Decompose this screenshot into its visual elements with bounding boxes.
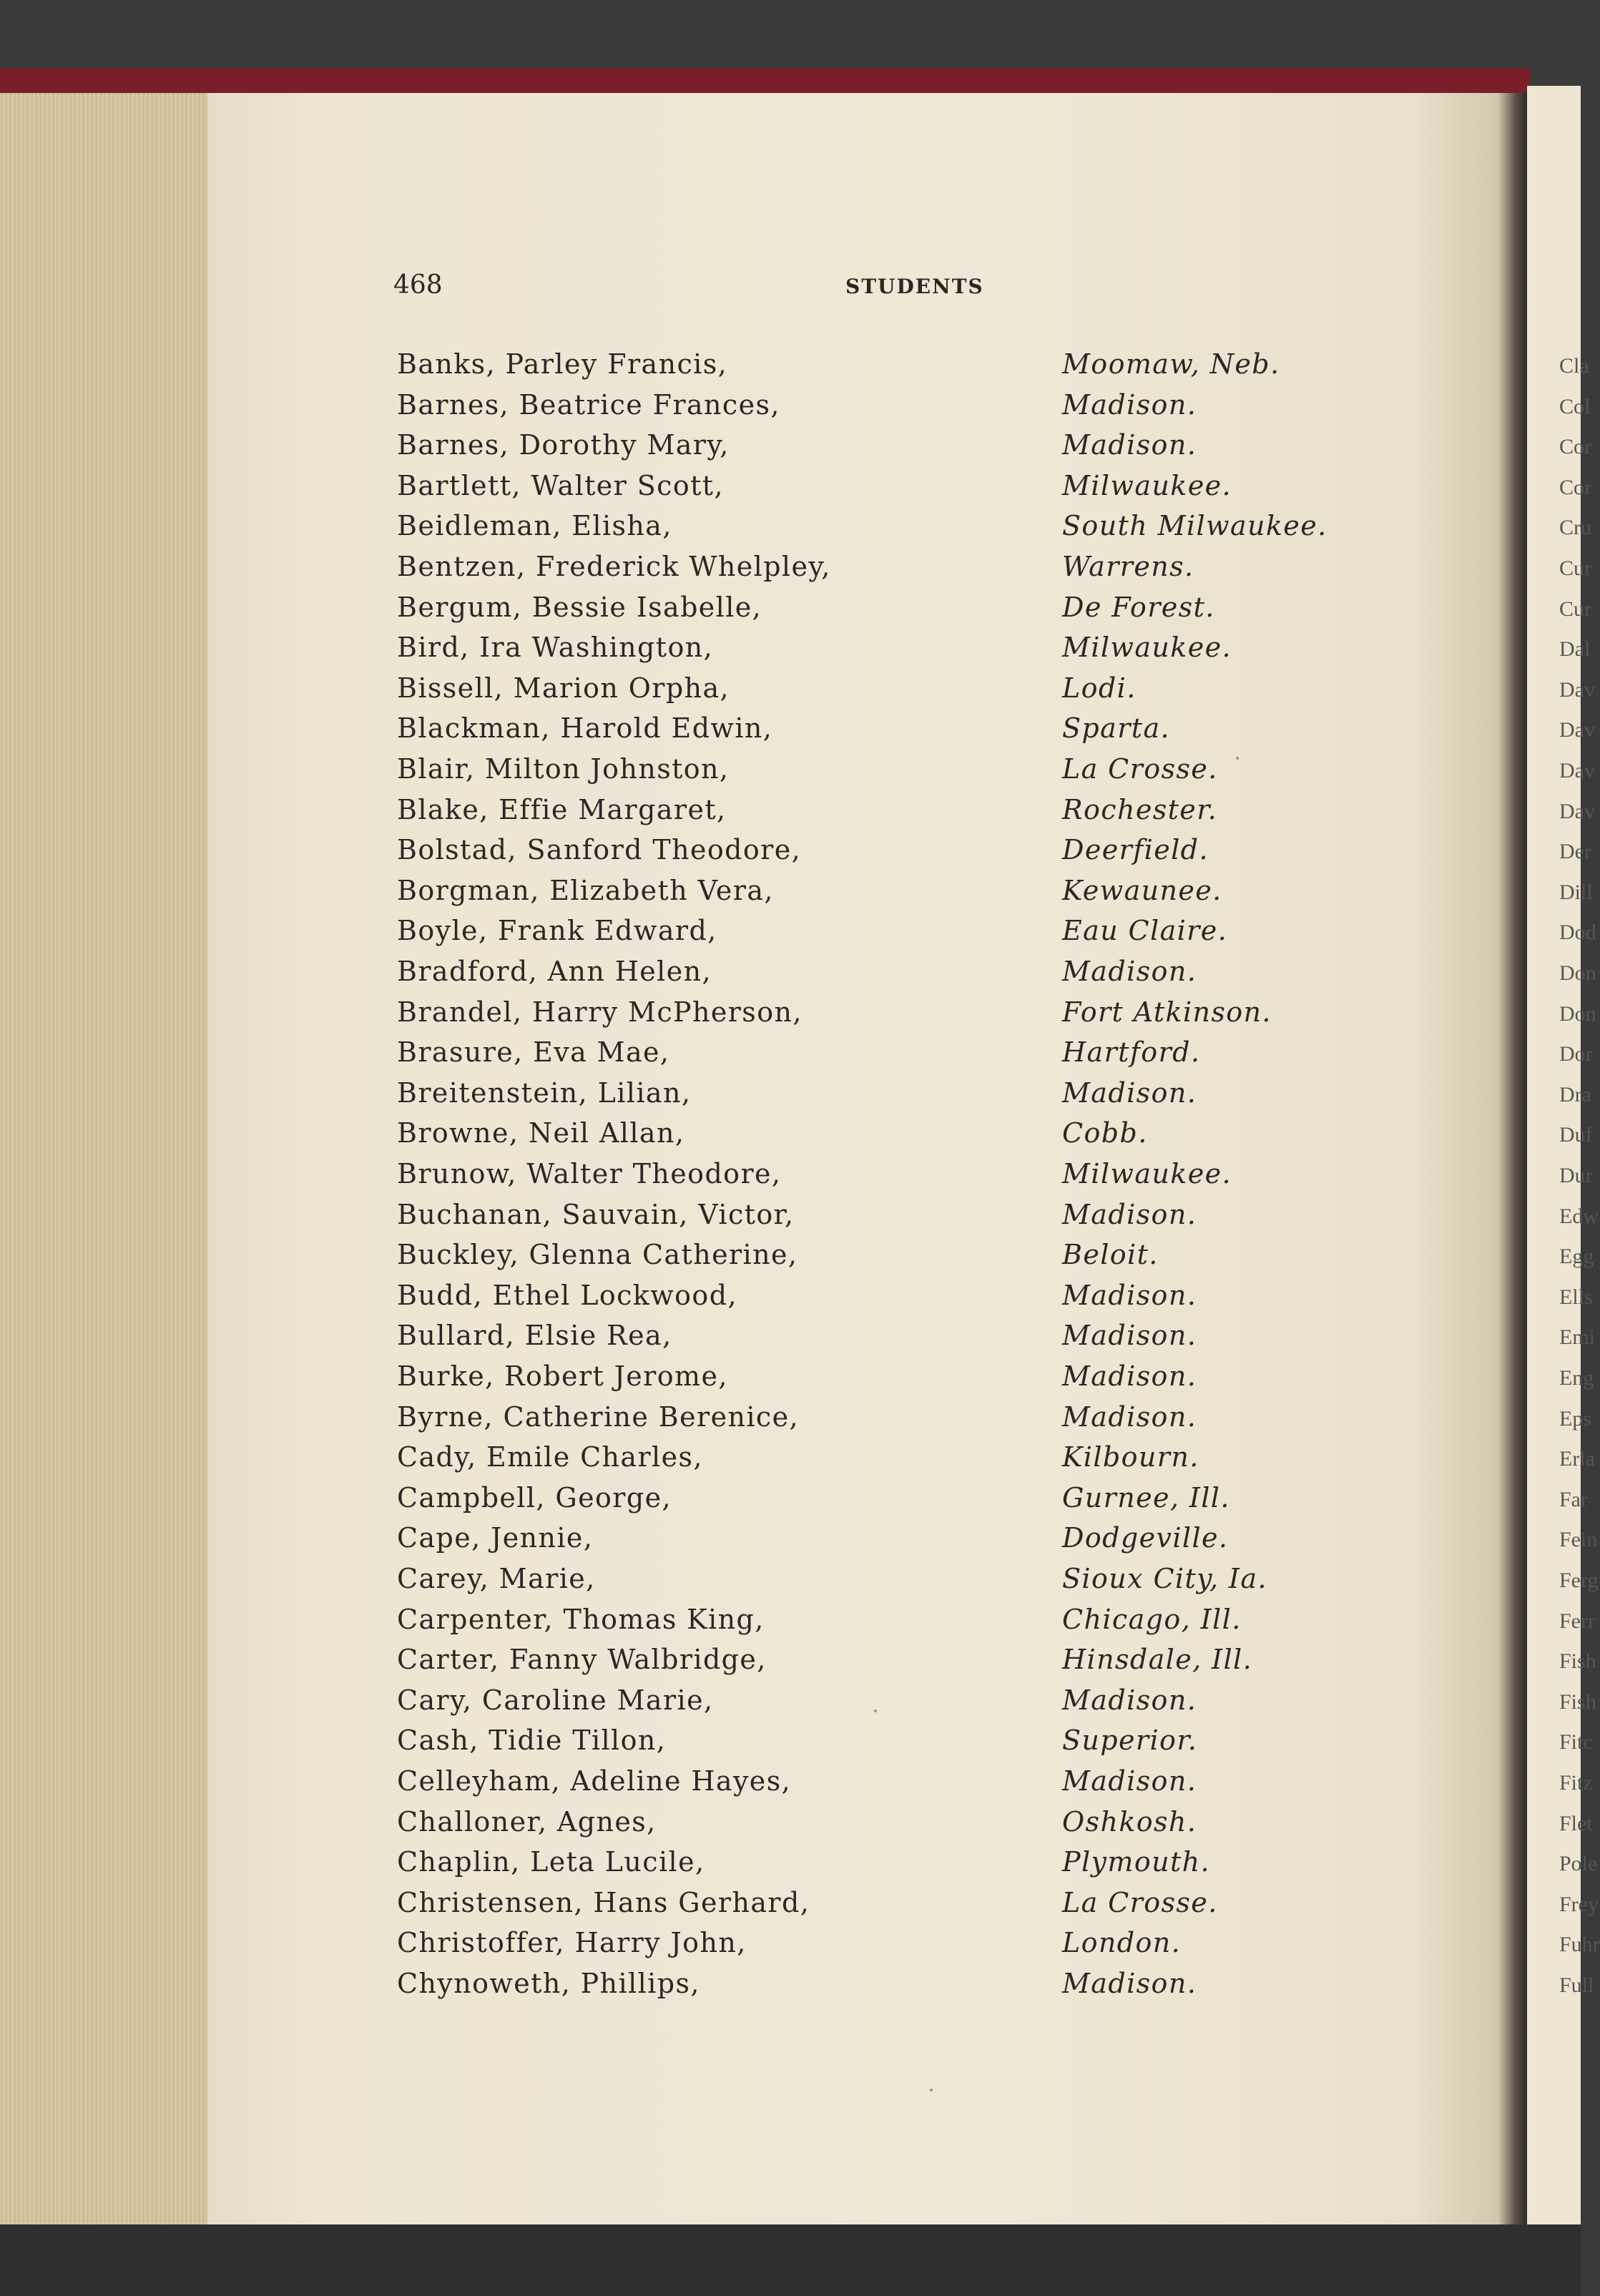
adjacent-page-fragment: Pole (1559, 1852, 1598, 1876)
student-hometown: Madison. (1062, 1968, 1197, 1999)
list-item (0, 712, 1581, 752)
list-item (0, 470, 1581, 510)
paper-speck (1236, 757, 1239, 760)
list-item (0, 1644, 1581, 1684)
student-name: Carpenter, Thomas King, (397, 1603, 765, 1635)
student-hometown: Moomaw, Neb. (1062, 348, 1280, 380)
list-item (0, 1441, 1581, 1481)
student-hometown: Madison. (1062, 1765, 1197, 1797)
list-item (0, 1401, 1581, 1441)
adjacent-page-fragment: Don (1559, 961, 1596, 985)
student-hometown: Madison. (1062, 1320, 1197, 1352)
adjacent-page-fragment: Flet (1559, 1811, 1593, 1835)
student-hometown: Beloit. (1062, 1239, 1159, 1271)
student-name: Byrne, Catherine Berenice, (397, 1400, 799, 1433)
list-item (0, 875, 1581, 915)
student-name: Bullard, Elsie Rea, (397, 1320, 672, 1352)
student-hometown: Madison. (1062, 1400, 1197, 1433)
adjacent-page-fragment: Cla (1559, 354, 1589, 378)
list-item (0, 389, 1581, 429)
student-name: Carey, Marie, (397, 1563, 596, 1594)
adjacent-page-fragment: Cur (1559, 556, 1591, 580)
student-hometown: Plymouth. (1062, 1846, 1210, 1878)
adjacent-page-fragment: Eng (1559, 1366, 1594, 1390)
student-name: Blair, Milton Johnston, (397, 753, 730, 785)
student-hometown: Eau Claire. (1062, 915, 1228, 947)
list-item (0, 1158, 1581, 1198)
list-item (0, 1239, 1581, 1279)
paper-speck (874, 1709, 877, 1712)
student-name: Barnes, Dorothy Mary, (397, 429, 730, 461)
adjacent-page-fragment: Dav (1559, 677, 1595, 702)
student-hometown: Fort Atkinson. (1062, 996, 1272, 1028)
student-hometown: Gurnee, Ill. (1062, 1481, 1230, 1514)
list-item (0, 592, 1581, 632)
adjacent-page-fragment: Don (1559, 1001, 1596, 1026)
adjacent-page-fragment: Col (1559, 394, 1591, 418)
student-name: Cape, Jennie, (397, 1522, 594, 1554)
student-name: Buckley, Glenna Catherine, (397, 1239, 798, 1271)
adjacent-page-fragment: Dav (1559, 799, 1595, 823)
student-hometown: Lodi. (1062, 672, 1137, 704)
student-name: Barnes, Beatrice Frances, (397, 388, 780, 421)
student-hometown: Chicago, Ill. (1062, 1603, 1242, 1635)
adjacent-page-fragment: Fish (1559, 1649, 1596, 1674)
list-item (0, 1887, 1581, 1927)
list-item (0, 510, 1581, 550)
student-name: Buchanan, Sauvain, Victor, (397, 1198, 795, 1230)
student-name: Bolstad, Sanford Theodore, (397, 834, 802, 866)
list-item (0, 1684, 1581, 1725)
adjacent-page-fragment: Frey (1559, 1892, 1599, 1916)
student-name: Challoner, Agnes, (397, 1805, 657, 1838)
list-item (0, 996, 1581, 1036)
list-item (0, 794, 1581, 834)
list-item (0, 632, 1581, 672)
adjacent-page-fragment: Fein (1559, 1528, 1598, 1552)
student-name: Blake, Effie Margaret, (397, 793, 727, 825)
student-name: Chynoweth, Phillips, (397, 1968, 700, 1999)
list-item (0, 1522, 1581, 1562)
student-hometown: La Crosse. (1062, 1886, 1218, 1918)
backdrop-bottom (0, 2224, 1581, 2296)
adjacent-page-fragment: Eps (1559, 1406, 1591, 1431)
adjacent-page-fragment: Dur (1559, 1164, 1593, 1187)
adjacent-page-fragment: Dill (1559, 880, 1593, 904)
student-name: Christoffer, Harry John, (397, 1927, 747, 1959)
adjacent-page-fragment: Dod (1559, 921, 1596, 945)
student-name: Bird, Ira Washington, (397, 632, 714, 664)
list-item (0, 1036, 1581, 1076)
student-hometown: Madison. (1062, 1279, 1197, 1311)
student-hometown: De Forest. (1062, 591, 1215, 623)
student-hometown: London. (1062, 1927, 1182, 1959)
student-hometown: Dodgeville. (1062, 1522, 1229, 1554)
list-item (0, 672, 1581, 712)
student-name: Breitenstein, Lilian, (397, 1076, 692, 1109)
list-item (0, 753, 1581, 793)
running-head: STUDENTS (845, 275, 984, 298)
student-name: Cash, Tidie Tillon, (397, 1725, 667, 1757)
student-name: Bergum, Bessie Isabelle, (397, 591, 762, 623)
student-name: Brandel, Harry McPherson, (397, 996, 803, 1028)
list-item (0, 429, 1581, 469)
adjacent-page-fragment: Ferg (1559, 1569, 1599, 1592)
adjacent-page-fragment: Dal (1559, 637, 1591, 662)
student-hometown: Kewaunee. (1062, 874, 1222, 906)
list-item (0, 1563, 1581, 1603)
student-hometown: Milwaukee. (1062, 1158, 1232, 1189)
list-item (0, 1117, 1581, 1157)
adjacent-page-fragment: Ells (1559, 1285, 1593, 1309)
adjacent-page-fragment: Fitc (1559, 1730, 1593, 1755)
list-item (0, 1765, 1581, 1805)
list-item (0, 1806, 1581, 1846)
adjacent-page-fragment: Cur (1559, 597, 1591, 621)
adjacent-page-fragment: Der (1559, 840, 1591, 864)
adjacent-page-fragment: Dav (1559, 718, 1595, 742)
student-hometown: Madison. (1062, 956, 1197, 987)
student-hometown: La Crosse. (1062, 753, 1218, 785)
student-name: Boyle, Frank Edward, (397, 915, 717, 947)
student-name: Campbell, George, (397, 1481, 672, 1514)
list-item (0, 1604, 1581, 1644)
adjacent-page-fragment: Fitz (1559, 1771, 1593, 1795)
adjacent-page-fragment: Far (1559, 1487, 1588, 1511)
adjacent-page-fragment: Fish (1559, 1689, 1596, 1714)
list-item (0, 1968, 1581, 2008)
adjacent-page-fragment: Egg (1559, 1245, 1594, 1269)
adjacent-page-fragment: Dav (1559, 759, 1595, 782)
page-number: 468 (393, 270, 443, 300)
list-item (0, 348, 1581, 388)
student-name: Bartlett, Walter Scott, (397, 469, 724, 501)
list-item (0, 1077, 1581, 1117)
student-name: Brasure, Eva Mae, (397, 1036, 670, 1069)
student-name: Bentzen, Frederick Whelpley, (397, 551, 831, 582)
adjacent-page-fragment: Dra (1559, 1082, 1591, 1107)
student-hometown: Deerfield. (1062, 834, 1209, 866)
adjacent-page-fragment: Emi (1559, 1325, 1595, 1350)
student-hometown: Rochester. (1062, 793, 1218, 825)
student-name: Browne, Neil Allan, (397, 1117, 685, 1149)
student-name: Carter, Fanny Walbridge, (397, 1644, 767, 1676)
adjacent-page-fragment: Full (1559, 1973, 1594, 1997)
student-hometown: Milwaukee. (1062, 632, 1232, 664)
student-name: Borgman, Elizabeth Vera, (397, 874, 774, 906)
student-name: Beidleman, Elisha, (397, 510, 672, 542)
student-hometown: Warrens. (1062, 551, 1194, 582)
backdrop (0, 0, 1581, 79)
student-name: Bissell, Marion Orpha, (397, 672, 730, 704)
student-hometown: Hinsdale, Ill. (1062, 1644, 1253, 1676)
student-hometown: Madison. (1062, 1198, 1197, 1230)
student-name: Budd, Ethel Lockwood, (397, 1279, 737, 1311)
list-item (0, 551, 1581, 591)
list-item (0, 834, 1581, 874)
student-hometown: Kilbourn. (1062, 1441, 1199, 1473)
adjacent-page-fragment: Duf (1559, 1123, 1593, 1147)
student-name: Banks, Parley Francis, (397, 348, 728, 380)
list-item (0, 1482, 1581, 1522)
adjacent-page-fragment: Dor (1559, 1042, 1593, 1066)
student-name: Celleyham, Adeline Hayes, (397, 1765, 792, 1797)
student-hometown: Hartford. (1062, 1036, 1201, 1069)
list-item (0, 1199, 1581, 1239)
adjacent-page-fragment: Edw (1559, 1204, 1599, 1228)
adjacent-page-fragment: Fuhr (1559, 1933, 1600, 1957)
list-item (0, 1846, 1581, 1886)
student-hometown: Sioux City, Ia. (1062, 1563, 1267, 1594)
list-item (0, 1280, 1581, 1320)
student-name: Brunow, Walter Theodore, (397, 1158, 782, 1189)
student-name: Burke, Robert Jerome, (397, 1360, 728, 1392)
student-hometown: Milwaukee. (1062, 469, 1232, 501)
list-item (0, 1320, 1581, 1360)
student-name: Christensen, Hans Gerhard, (397, 1886, 810, 1918)
student-hometown: Superior. (1062, 1725, 1198, 1757)
list-item (0, 915, 1581, 955)
student-hometown: Cobb. (1062, 1117, 1148, 1149)
student-hometown: Madison. (1062, 1360, 1197, 1392)
list-item (0, 1360, 1581, 1400)
student-hometown: Madison. (1062, 1684, 1197, 1716)
adjacent-page-fragment: Ferr (1559, 1609, 1595, 1633)
student-hometown: Madison. (1062, 388, 1197, 421)
student-hometown: South Milwaukee. (1062, 510, 1327, 542)
student-hometown: Madison. (1062, 429, 1197, 461)
student-hometown: Madison. (1062, 1076, 1197, 1109)
adjacent-page-fragment: Cor (1559, 435, 1591, 459)
student-name: Bradford, Ann Helen, (397, 956, 712, 987)
adjacent-page-fragment: Erla (1559, 1447, 1595, 1471)
student-hometown: Sparta. (1062, 712, 1170, 745)
adjacent-page-fragment: Cru (1559, 516, 1591, 540)
student-hometown: Oshkosh. (1062, 1805, 1197, 1838)
student-name: Cary, Caroline Marie, (397, 1684, 714, 1716)
student-name: Chaplin, Leta Lucile, (397, 1846, 705, 1878)
list-item (0, 1927, 1581, 1967)
list-item (0, 1725, 1581, 1765)
list-item (0, 956, 1581, 996)
student-name: Cady, Emile Charles, (397, 1441, 703, 1473)
adjacent-page-fragment: Cor (1559, 475, 1591, 499)
student-name: Blackman, Harold Edwin, (397, 712, 773, 745)
paper-speck (930, 2089, 933, 2091)
